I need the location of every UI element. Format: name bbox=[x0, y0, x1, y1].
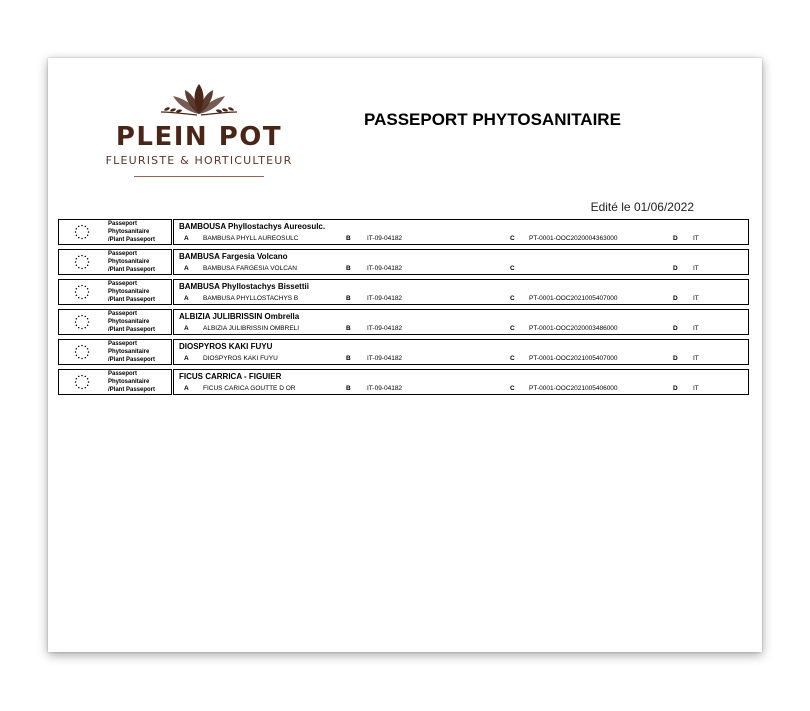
plant-name: DIOSPYROS KAKI FUYU bbox=[179, 342, 273, 351]
field-b-label: B bbox=[346, 325, 351, 332]
passport-row bbox=[58, 369, 749, 395]
passport-row bbox=[58, 219, 749, 245]
field-a-label: A bbox=[184, 385, 189, 392]
passport-label bbox=[108, 220, 155, 244]
field-d-label: D bbox=[673, 325, 678, 332]
field-d-label: D bbox=[673, 265, 678, 272]
field-c-label: C bbox=[510, 295, 515, 302]
field-c-label: C bbox=[510, 265, 515, 272]
brand-name: PLEIN POT bbox=[115, 122, 283, 152]
passport-label-line3: /Plant Passeport bbox=[108, 297, 156, 303]
passport-label-line1: Passeport bbox=[108, 221, 138, 227]
passport-label-cell bbox=[58, 369, 172, 395]
operator-code: IT-09-04182 bbox=[367, 265, 403, 272]
eu-stars-icon bbox=[73, 314, 91, 335]
field-c-label: C bbox=[510, 355, 515, 362]
field-a-label: A bbox=[184, 325, 189, 332]
field-d-label: D bbox=[673, 385, 678, 392]
operator-code: IT-09-04182 bbox=[367, 385, 403, 392]
operator-code: IT-09-04182 bbox=[367, 295, 403, 302]
passport-label-line1: Passeport bbox=[108, 281, 138, 287]
traceability-code: PT-0001-OOC2020003486000 bbox=[529, 325, 618, 332]
field-b-label: B bbox=[346, 385, 351, 392]
passport-label bbox=[108, 310, 155, 334]
passport-label bbox=[108, 280, 155, 304]
plant-name: ALBIZIA JULIBRISSIN Ombrella bbox=[179, 312, 300, 321]
passport-label-line2: Phytosanitaire bbox=[108, 379, 150, 385]
field-a-label: A bbox=[184, 295, 189, 302]
botanical-name: DIOSPYROS KAKI FUYU bbox=[203, 355, 278, 362]
field-d-label: D bbox=[673, 355, 678, 362]
passport-label-line1: Passeport bbox=[108, 341, 138, 347]
passport-label-line1: Passeport bbox=[108, 311, 138, 317]
passport-label-line1: Passeport bbox=[108, 251, 138, 257]
field-b-label: B bbox=[346, 265, 351, 272]
passport-label-line3: /Plant Passeport bbox=[108, 267, 156, 273]
operator-code: IT-09-04182 bbox=[367, 235, 403, 242]
origin-country: IT bbox=[693, 265, 699, 272]
field-c-label: C bbox=[510, 325, 515, 332]
passport-label-line2: Phytosanitaire bbox=[108, 289, 150, 295]
field-a-label: A bbox=[184, 355, 189, 362]
origin-country: IT bbox=[693, 295, 699, 302]
passport-row bbox=[58, 279, 749, 305]
passport-list bbox=[58, 219, 749, 399]
traceability-code: PT-0001-OOC2021005407000 bbox=[529, 295, 618, 302]
passport-detail-cell bbox=[173, 219, 749, 245]
origin-country: IT bbox=[693, 325, 699, 332]
botanical-name: BAMBUSA FARGESIA VOLCAN bbox=[203, 265, 297, 272]
field-d-label: D bbox=[673, 295, 678, 302]
brand-divider bbox=[134, 176, 264, 177]
document-page bbox=[48, 58, 762, 652]
field-b-label: B bbox=[346, 235, 351, 242]
passport-label bbox=[108, 340, 155, 364]
field-c-label: C bbox=[510, 235, 515, 242]
botanical-name: ALBIZIA JULIBRISSIN OMBRELI bbox=[203, 325, 300, 332]
plant-name: BAMBUSA Fargesia Volcano bbox=[179, 252, 288, 261]
edit-date: Edité le 01/06/2022 bbox=[590, 200, 694, 214]
passport-label-line2: Phytosanitaire bbox=[108, 229, 150, 235]
plant-name: BAMBUSA Phyllostachys Bissettii bbox=[179, 282, 309, 291]
passport-detail-cell bbox=[173, 369, 749, 395]
passport-label-line2: Phytosanitaire bbox=[108, 319, 150, 325]
brand-logo bbox=[104, 82, 294, 192]
botanical-name: BAMBUSA PHYLL AUREOSULC bbox=[203, 235, 299, 242]
traceability-code: PT-0001-OOC2021005406000 bbox=[529, 385, 618, 392]
passport-label-line3: /Plant Passeport bbox=[108, 327, 156, 333]
botanical-name: FICUS CARICA GOUTTE D OR bbox=[203, 385, 296, 392]
operator-code: IT-09-04182 bbox=[367, 355, 403, 362]
brand-subtitle: FLEURISTE & HORTICULTEUR bbox=[105, 154, 293, 167]
lotus-leaf-icon bbox=[159, 82, 239, 118]
field-a-label: A bbox=[184, 235, 189, 242]
passport-row bbox=[58, 339, 749, 365]
passport-row bbox=[58, 309, 749, 335]
passport-label-cell bbox=[58, 309, 172, 335]
eu-stars-icon bbox=[73, 224, 91, 245]
passport-label bbox=[108, 250, 155, 274]
botanical-name: BAMBUSA PHYLLOSTACHYS B bbox=[203, 295, 299, 302]
passport-label-line2: Phytosanitaire bbox=[108, 259, 150, 265]
passport-detail-cell bbox=[173, 279, 749, 305]
passport-label bbox=[108, 370, 155, 394]
origin-country: IT bbox=[693, 355, 699, 362]
origin-country: IT bbox=[693, 235, 699, 242]
passport-label-cell bbox=[58, 339, 172, 365]
passport-detail-cell bbox=[173, 339, 749, 365]
eu-stars-icon bbox=[73, 284, 91, 305]
field-b-label: B bbox=[346, 295, 351, 302]
traceability-code: PT-0001-OOC2021005407000 bbox=[529, 355, 618, 362]
field-d-label: D bbox=[673, 235, 678, 242]
passport-detail-cell bbox=[173, 309, 749, 335]
passport-label-line3: /Plant Passeport bbox=[108, 237, 156, 243]
passport-label-line1: Passeport bbox=[108, 371, 138, 377]
traceability-code: PT-0001-OOC2020004363000 bbox=[529, 235, 618, 242]
field-a-label: A bbox=[184, 265, 189, 272]
document-title: PASSEPORT PHYTOSANITAIRE bbox=[364, 110, 621, 129]
eu-stars-icon bbox=[73, 254, 91, 275]
field-b-label: B bbox=[346, 355, 351, 362]
passport-label-line3: /Plant Passeport bbox=[108, 357, 156, 363]
passport-label-line3: /Plant Passeport bbox=[108, 387, 156, 393]
passport-row bbox=[58, 249, 749, 275]
passport-detail-cell bbox=[173, 249, 749, 275]
plant-name: FICUS CARRICA - FIGUIER bbox=[179, 372, 282, 381]
operator-code: IT-09-04182 bbox=[367, 325, 403, 332]
field-c-label: C bbox=[510, 385, 515, 392]
passport-label-cell bbox=[58, 279, 172, 305]
plant-name: BAMBOUSA Phyllostachys Aureosulc. bbox=[179, 222, 326, 231]
passport-label-line2: Phytosanitaire bbox=[108, 349, 150, 355]
eu-stars-icon bbox=[73, 344, 91, 365]
passport-label-cell bbox=[58, 249, 172, 275]
eu-stars-icon bbox=[73, 374, 91, 395]
passport-label-cell bbox=[58, 219, 172, 245]
origin-country: IT bbox=[693, 385, 699, 392]
